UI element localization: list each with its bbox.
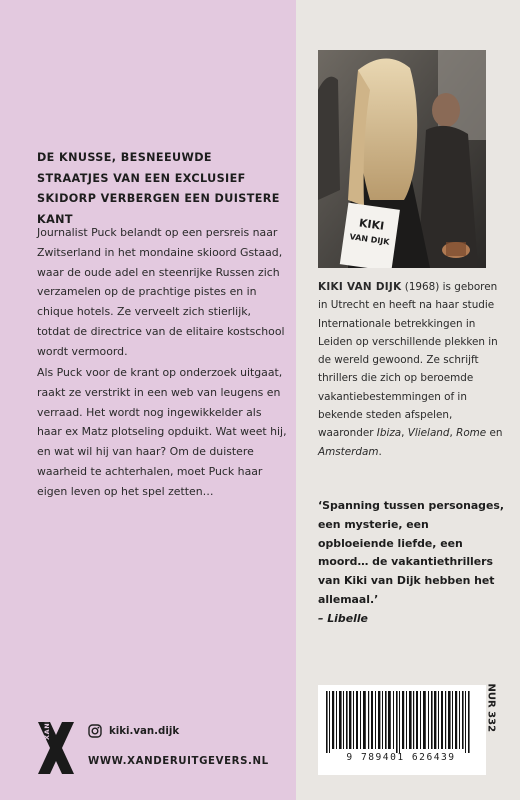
review-quote xyxy=(318,497,508,629)
author-bio-text: is geboren in Utrecht en heeft na haar studie Internationale betrekkingen in Leiden op verschillende plekken in de wereld gewoond. Ze schrijft thrillers die zich op beroemde vakantiebestemmingen of in bekende steden afspelen, waaronder xyxy=(318,281,498,440)
place-vlieland: Vlieland xyxy=(407,427,450,440)
photo-book-title-2: VAN DIJK xyxy=(349,232,391,247)
tagline: DE KNUSSE, BESNEEUWDE STRAATJES VAN EEN EXCLUSIEF SKIDORP VERBERGEN EEN DUISTERE KANT xyxy=(37,151,280,226)
review-text: ‘Spanning tussen personages, een mysterie, een opbloeiende liefde, een moord… de vakantiethrillers van Kiki van Dijk hebben het allemaal.’ xyxy=(318,499,504,606)
blurb-paragraph-1: Journalist Puck belandt op een persreis naar Zwitserland in het mondaine skioord Gstaad, waar de oude adel en steenrijke Russen zich verzamelen op de prachtige pistes en in chique hotels. Ze verveelt zich stierlijk, totdat de directrice van de elitaire kostschool wordt vermoord. xyxy=(37,226,285,358)
publisher-website[interactable]: WWW.XANDERUITGEVERS.NL xyxy=(88,756,269,767)
place-ibiza: Ibiza xyxy=(376,427,402,440)
author-bio: KIKI VAN DIJK (1968) is geboren in Utrecht en heeft na haar studie Internationale betrekkingen in Leiden op verschillende plekken in de wereld gewoond. Ze schrijft thrillers die zich op beroemde vakantiebestemmingen of in bekende steden afspelen, waaronder Ibiza, Vlieland, Rome en Amsterdam. xyxy=(318,281,503,458)
blurb-paragraph-2: Als Puck voor de krant op onderzoek uitgaat, raakt ze verstrikt in een web van leugens en verraad. Het wordt nog ingewikkelder als haar ex Matz plotseling opduikt. Wat weet hij, en wat wil hij van haar? Om de duistere waarheid te achterhalen, moet Puck haar eigen leven op het spel zetten… xyxy=(37,366,287,498)
isbn-number: 9 789401 626439 xyxy=(346,752,456,763)
review-source: – Libelle xyxy=(318,611,368,625)
photo-book-title-1: KIKI xyxy=(358,216,385,233)
place-rome: Rome xyxy=(456,427,487,440)
xander-logo-icon xyxy=(36,718,76,778)
nur-code: NUR 332 xyxy=(485,683,497,733)
instagram-label: kiki.van.dijk xyxy=(109,725,180,737)
author-year: (1968) xyxy=(404,281,440,293)
author-photo xyxy=(318,50,486,268)
author-name: KIKI VAN DIJK xyxy=(318,281,402,293)
instagram-handle[interactable] xyxy=(88,724,179,738)
place-amsterdam: Amsterdam xyxy=(318,445,379,458)
author-photo-illustration xyxy=(318,50,486,268)
instagram-icon xyxy=(88,724,102,738)
xander-logo-text: XANDER xyxy=(43,706,51,740)
